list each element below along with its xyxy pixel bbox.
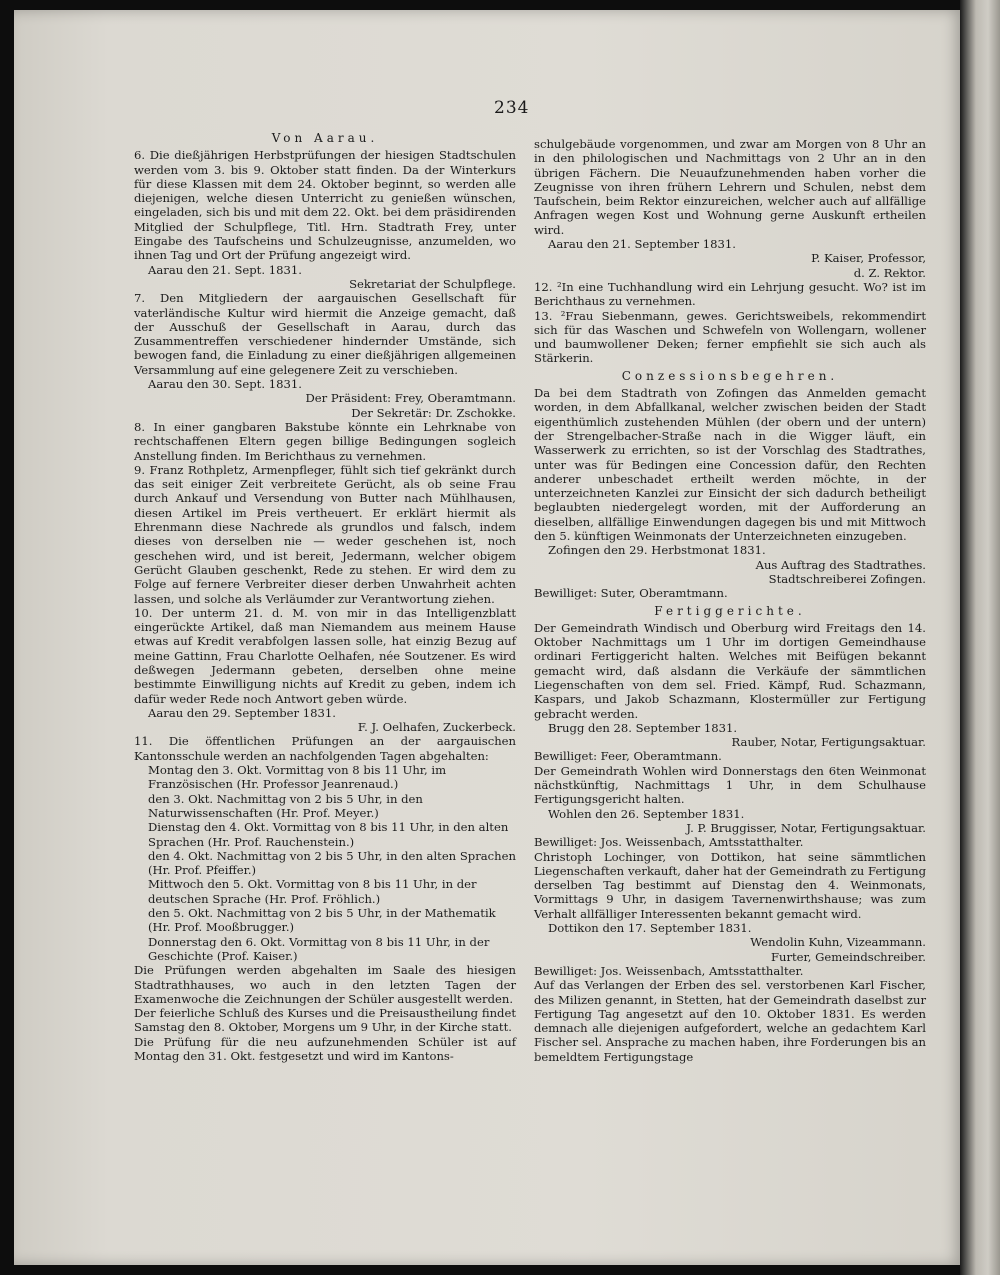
right-signature: Wendolin Kuhn, Vizeammann.	[750, 935, 926, 950]
left-paragraph: Montag den 3. Okt. Vormittag von 8 bis 11 Uhr, im Französischen (Hr. Professor Jeanrenaud.)	[148, 763, 447, 792]
right-paragraph: Bewilliget: Jos. Weissenbach, Amtsstatthalter.	[534, 963, 804, 978]
left-signature: Sekretariat der Schulpflege.	[349, 276, 516, 291]
left-dateline: Aarau den 30. Sept. 1831.	[148, 377, 302, 392]
right-dateline: Zofingen den 29. Herbstmonat 1831.	[548, 543, 766, 558]
left-paragraph: Die Prüfungen werden abgehalten im Saale des hiesigen Stadtrathhauses, wo auch in den letzten Tagen der Examenwoche die Zeichnungen der Schüler ausgestellt werden.	[134, 963, 516, 1006]
left-paragraph: Die Prüfung für die neu aufzunehmenden Schüler ist auf Montag den 31. Okt. festgesetzt und wird im Kantons-	[134, 1034, 516, 1063]
left-paragraph: 7. Den Mitgliedern der aargauischen Gesellschaft für vaterländische Kultur wird hiermit die Anzeige gemacht, daß der Ausschuß der Gesellschaft in Aarau, durch das Zusammentreffen verschiedener hindernder Umstände, sich bewogen fand, die Einladung zu einer dießjährigen allgemeinen Versammlung auf eine gelegenere Zeit zu verschieben.	[134, 291, 516, 377]
left-paragraph: 10. Der unterm 21. d. M. von mir in das Intelligenzblatt eingerückte Artikel, daß man Niemandem aus meinem Hause etwas auf Kredit verabfolgen lassen solle, hat einzig Bezug auf meine Gattinn, Frau Charlotte Oelhafen, née Soutzener. Es wird deßwegen Jedermann gebeten, derselben ohne meine bestimmte Einwilligung nichts auf Kredit zu geben, indem ich dafür weder Rede noch Antwort geben würde.	[134, 605, 516, 706]
right-signature: Aus Auftrag des Stadtrathes.	[755, 557, 926, 572]
right-signature: Furter, Gemeindschreiber.	[770, 949, 926, 964]
right-signature: d. Z. Rektor.	[853, 265, 926, 280]
left-paragraph: Dienstag den 4. Okt. Vormittag von 8 bis 11 Uhr, in den alten Sprachen (Hr. Prof. Rauchenstein.)	[148, 820, 509, 849]
left-paragraph: den 3. Okt. Nachmittag von 2 bis 5 Uhr, in den Naturwissenschaften (Hr. Prof. Meyer.)	[148, 791, 423, 820]
right-dateline: Dottikon den 17. September 1831.	[548, 921, 752, 936]
right-paragraph: Der Gemeindrath Wohlen wird Donnerstags den 6ten Weinmonat nächstkünftig, Nachmittags 1 Uhr, in dem Schulhause Fertigungsgericht halten.	[534, 763, 926, 807]
left-signature: Der Sekretär: Dr. Zschokke.	[351, 405, 516, 420]
left-paragraph: den 4. Okt. Nachmittag von 2 bis 5 Uhr, in den alten Sprachen (Hr. Prof. Pfeiffer.)	[148, 848, 516, 878]
left-dateline: Aarau den 21. Sept. 1831.	[148, 262, 302, 277]
left-paragraph: 6. Die dießjährigen Herbstprüfungen der hiesigen Stadtschulen werden vom 3. bis 9. Oktober statt finden. Da der Winterkurs für diese Klassen mit dem 24. Oktober beginnt, so werden alle diejenigen, welche diesen Unterricht zu genießen wünschen, eingeladen, sich bis und mit dem 22. Okt. bei dem präsidirenden Mitglied der Schulpflege, Titl. Hrn. Stadtrath Frey, unter Eingabe des Taufscheins und Schulzeugnisse, anzumelden, wo ihnen Tag und Ort der Prüfung angezeigt wird.	[134, 148, 516, 263]
left-paragraph: den 5. Okt. Nachmittag von 2 bis 5 Uhr, in der Mathematik (Hr. Prof. Mooßbrugger.)	[148, 906, 496, 935]
left-dateline: Aarau den 29. September 1831.	[148, 705, 336, 720]
left-paragraph: 8. In einer gangbaren Bakstube könnte ein Lehrknabe von rechtschaffenen Eltern gegen billige Bedingungen sogleich Anstellung finden. Im Berichthaus zu vernehmen.	[134, 419, 516, 463]
right-paragraph: Da bei dem Stadtrath von Zofingen das Anmelden gemacht worden, in dem Abfallkanal, welcher zwischen beiden der Stadt eigenthümlich zustehenden Mühlen (der obern und der untern) der Strengelbacher-Straße nach in die Wigger läuft, ein Wasserwerk zu errichten, so ist der Vorschlag des Stadtrathes, unter was für Bedingen eine Concession dafür, den Rechten anderer unbeschadet ertheilt werden möchte, in der unterzeichneten Kanzlei zur Einsicht der sich dadurch betheiligt beglaubten niedergelegt worden, mit der Aufforderung an dieselben, allfällige Einwendungen dagegen bis und mit Mittwoch den 5. künftigen Weinmonats der Unterzeichneten einzugeben.	[534, 386, 926, 544]
left-paragraph: Mittwoch den 5. Okt. Vormittag von 8 bis 11 Uhr, in der deutschen Sprache (Hr. Prof. Fröhlich.)	[148, 877, 477, 906]
left-section-heading: Von Aarau.	[271, 131, 379, 145]
right-dateline: Brugg den 28. September 1831.	[548, 720, 738, 735]
right-section-heading: Conzessionsbegehren.	[621, 368, 839, 383]
left-paragraph: 11. Die öffentlichen Prüfungen an der aargauischen Kantonsschule werden an nachfolgenden Tagen abgehalten:	[134, 734, 516, 763]
left-paragraph: Donnerstag den 6. Okt. Vormittag von 8 bis 11 Uhr, in der Geschichte (Prof. Kaiser.)	[148, 934, 490, 963]
right-paragraph: Bewilliget: Suter, Oberamtmann.	[534, 586, 728, 601]
left-paragraph: 9. Franz Rothpletz, Armenpfleger, fühlt sich tief gekränkt durch das seit einiger Zeit verbreitete Gerücht, als ob seine Frau durch Ankauf und Versendung von Butter nach Mühlhausen, diesen Artikel im Preis vertheuert. Er erklärt hiermit als Ehrenmann diese Nachrede als grundlos und falsch, indem dieses von derselben nie — weder geschehen ist, noch geschehen wird, und ist bereit, Jedermann, welcher obigem Gerücht Glauben geschenkt, Rede zu stehen. Er wird dem zu Folge auf fernere Verbreiter dieser derben Unwahrheit achten lassen, und solche als Verläumder zur Verantwortung ziehen.	[134, 462, 516, 606]
right-paragraph: 12. ²In eine Tuchhandlung wird ein Lehrjung gesucht. Wo? ist im Berichthaus zu vernehmen.	[534, 279, 926, 309]
right-paragraph: 13. ²Frau Siebenmann, gewes. Gerichtsweibels, rekommendirt sich für das Waschen und Schwefeln von Wollengarn, wollener und baumwollener Deken; ferner empfiehlt sie sich auch als Stärkerin.	[534, 308, 926, 366]
left-column	[134, 128, 516, 1063]
right-signature: Rauber, Notar, Fertigungsaktuar.	[731, 735, 926, 750]
right-paragraph: Christoph Lochinger, von Dottikon, hat seine sämmtlichen Liegenschaften verkauft, daher hat der Gemeindrath zu Fertigung derselben Tag bestimmt auf Dienstag den 4. Weinmonats, Vormittags 9 Uhr, in dasigem Tavernenwirthshause; was zum Verhalt allfälliger Interessenten bekannt gemacht wird.	[534, 849, 926, 921]
right-dateline: Wohlen den 26. September 1831.	[548, 806, 745, 821]
right-signature: J. P. Bruggisser, Notar, Fertigungsaktuar.	[686, 820, 926, 835]
right-paragraph: Auf das Verlangen der Erben des sel. verstorbenen Karl Fischer, des Milizen genannt, in Stetten, hat der Gemeindrath daselbst zur Fertigung Tag angesetzt auf den 10. Oktober 1831. Es werden demnach alle diejenigen aufgefordert, welche an gedachtem Karl Fischer sel. Ansprache zu machen haben, ihre Forderungen bis an bemeldtem Fertigungstage	[534, 978, 926, 1064]
right-paragraph: Bewilliget: Jos. Weissenbach, Amtsstatthalter.	[534, 835, 804, 850]
right-dateline: Aarau den 21. September 1831.	[548, 237, 736, 252]
page-number: 234	[494, 98, 530, 118]
left-paragraph: Der feierliche Schluß des Kurses und die Preisaustheilung findet Samstag den 8. Oktober, Morgens um 9 Uhr, in der Kirche statt.	[134, 1006, 516, 1035]
page-edge	[960, 0, 1000, 1275]
right-signature: P. Kaiser, Professor,	[811, 251, 926, 266]
left-signature: Der Präsident: Frey, Oberamtmann.	[305, 391, 516, 406]
right-paragraph: Bewilliget: Feer, Oberamtmann.	[534, 749, 722, 764]
right-column	[534, 137, 926, 1064]
left-signature: F. J. Oelhafen, Zuckerbeck.	[357, 720, 516, 735]
right-paragraph: Der Gemeindrath Windisch und Oberburg wird Freitags den 14. Oktober Nachmittags um 1 Uhr im dortigen Gemeindhause ordinari Fertiggericht halten. Welches mit Beifügen bekannt gemacht wird, daß alsdann die Verkäufe der sämmtlichen Liegenschaften von dem sel. Fried. Kämpf, Rud. Schazmann, Kaspars, und Jakob Schazmann, Klostermüller zur Fertigung gebracht werden.	[534, 620, 926, 721]
right-signature: Stadtschreiberei Zofingen.	[768, 571, 926, 586]
right-section-heading: Fertiggerichte.	[654, 603, 806, 618]
newspaper-page	[14, 10, 964, 1265]
right-paragraph: schulgebäude vorgenommen, und zwar am Morgen von 8 Uhr an in den philologischen und Nachmittags von 2 Uhr an in den übrigen Fächern. Die Neuaufzunehmenden haben vorher die Zeugnisse von ihren frühern Lehrern und Schulen, nebst dem Taufschein, beim Rektor einzureichen, welcher auch auf allfällige Anfragen wegen Kost und Wohnung gerne Auskunft ertheilen wird.	[534, 137, 926, 237]
